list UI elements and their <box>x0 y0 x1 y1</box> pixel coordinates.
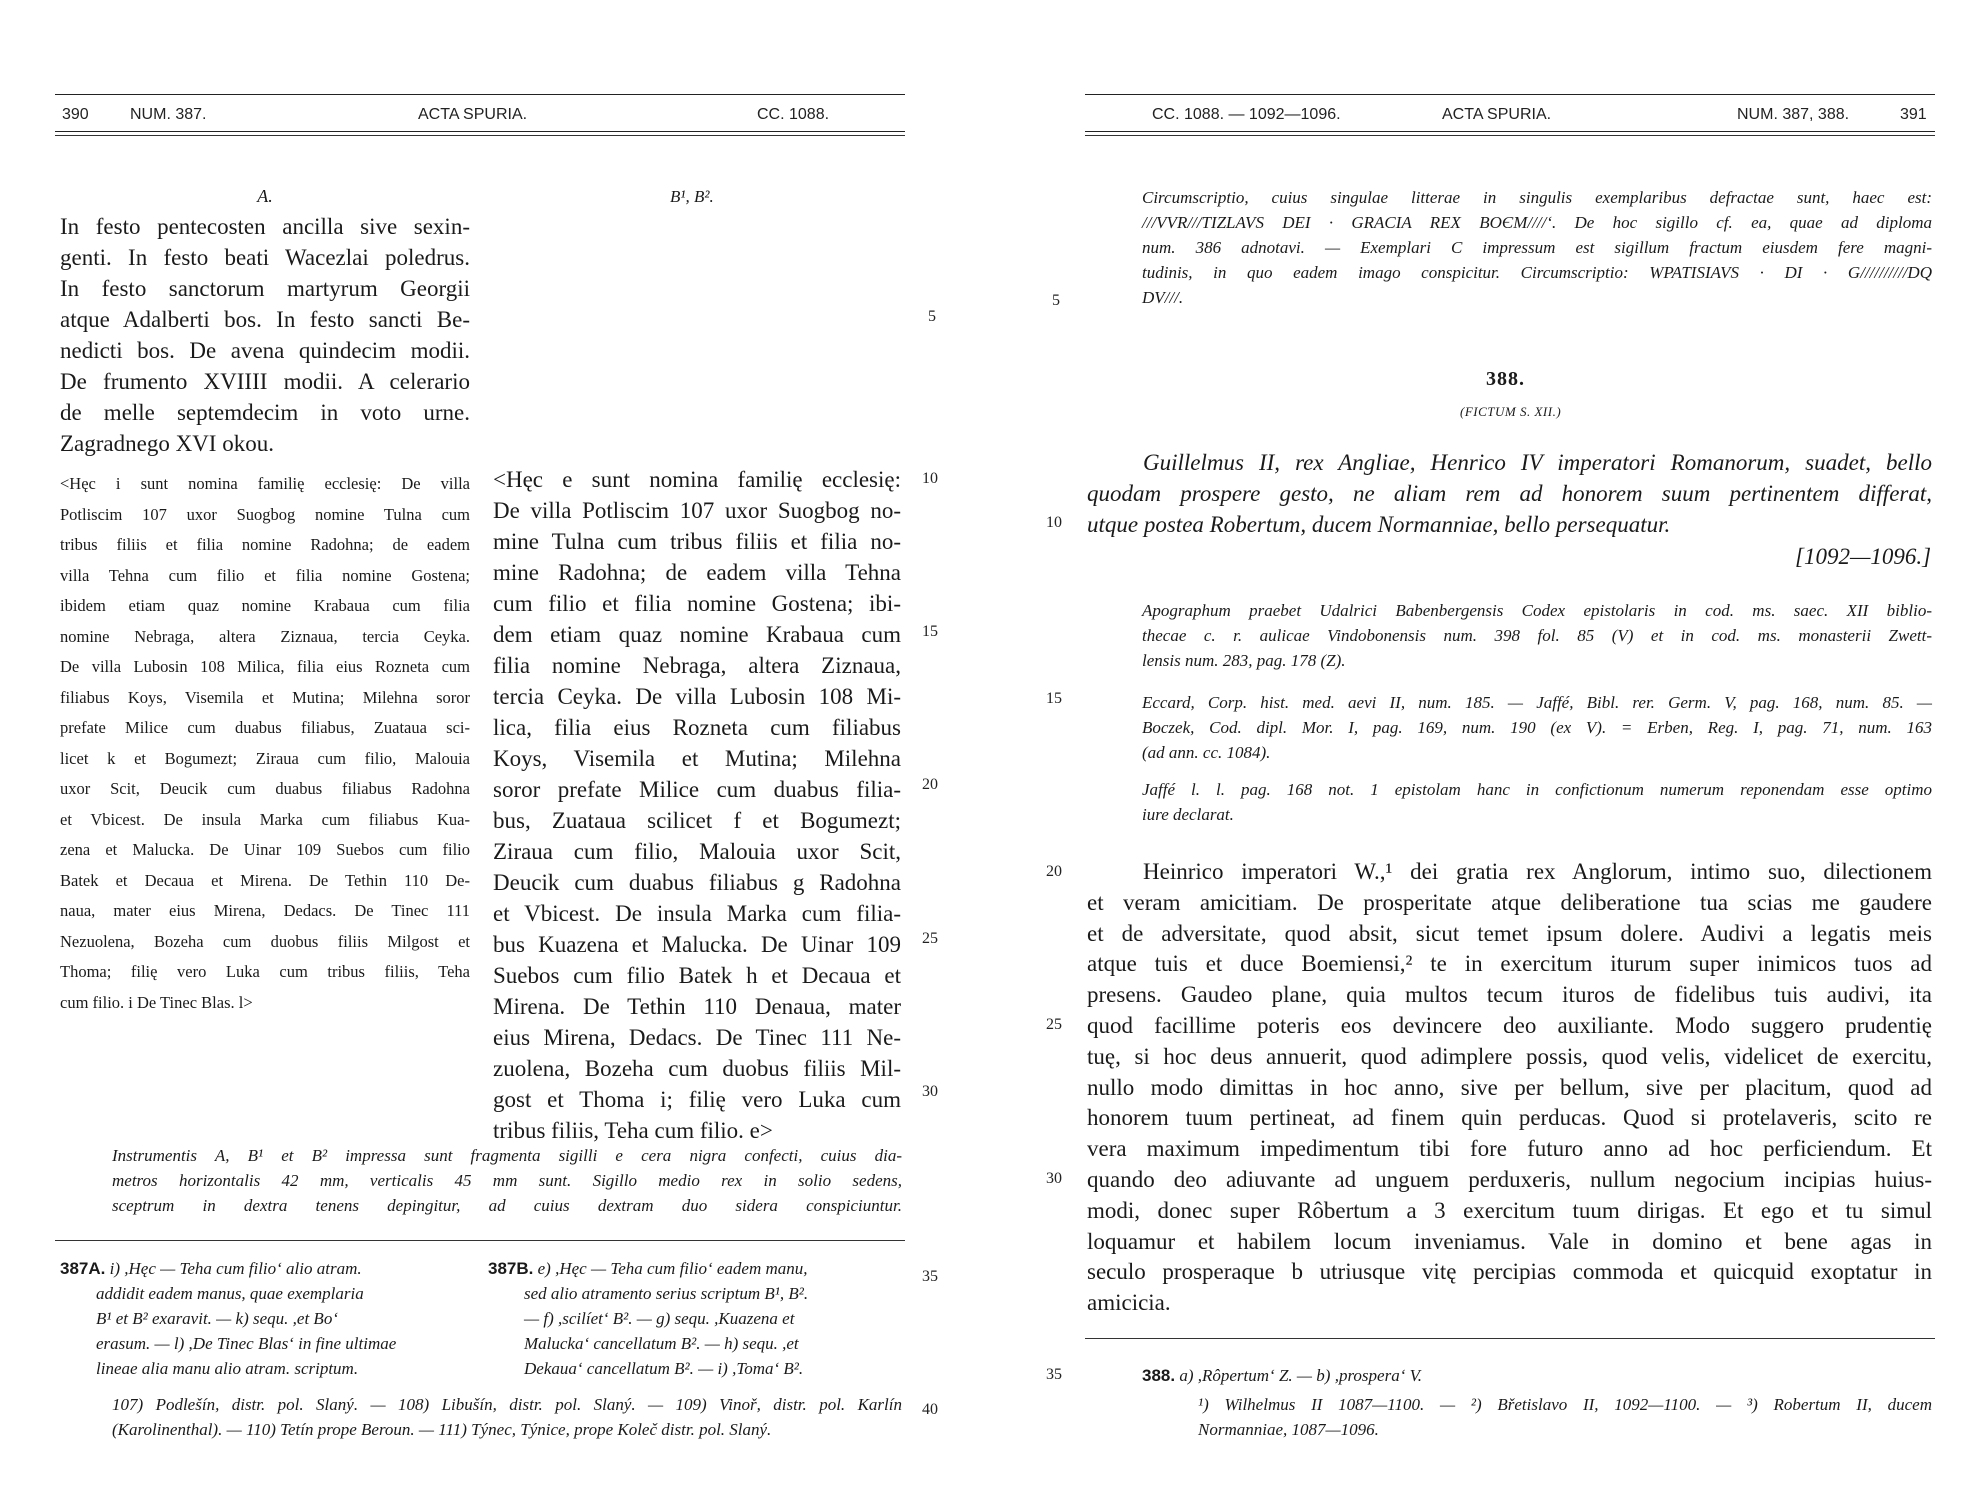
column-b-heading: B¹, B². <box>670 187 714 206</box>
text-line: prefate Milice cum duabus filiabus, Zuataua sci- <box>60 718 470 737</box>
seal-note <box>112 1143 902 1218</box>
footnotes-387a <box>60 1256 470 1381</box>
text-line: In festo pentecosten ancilla sive sexin- <box>60 214 470 239</box>
text-line: atque tuis et duce Boemiensi,² te in exercitum iturum super inimicos tuos ad <box>1087 951 1932 977</box>
text-line: <Hęc i sunt nomina familię ecclesię: De villa <box>60 474 470 493</box>
footnote-line <box>488 1256 902 1281</box>
text-line: ibidem etiam quaz nomine Krabaua cum filia <box>60 596 470 615</box>
column-a-text <box>60 211 470 459</box>
footnote-text: e) ,Hęc — Teha cum filio‘ eadem manu, <box>537 1259 808 1278</box>
right-page-number: 391 <box>1900 106 1927 123</box>
footnotes-388 <box>1142 1363 1932 1442</box>
text-line: vera maximum impedimentum tibi fore futuro anno ad hoc perficiendum. Et <box>1087 1136 1932 1162</box>
text-line: Suebos cum filio Batek h et Decaua et <box>493 963 901 988</box>
text-line: Nezuolena, Bozeha cum duobus filiis Milgost et <box>60 931 470 951</box>
text-line: filiabus Koys, Visemila et Mutina; Milehna soror <box>60 687 470 707</box>
footnote-line: lineae alia manu alio atram. scriptum. <box>96 1359 359 1378</box>
document-number: 388. <box>1486 368 1525 390</box>
text-line: modi, donec super Rôbertum a 3 exercitum tuum dirigas. Et ego et tu simul <box>1087 1197 1932 1223</box>
right-header-title: ACTA SPURIA. <box>1442 106 1552 123</box>
text-line: soror prefate Milice cum duabus filia- <box>493 777 901 802</box>
text-line: Jaffé l. l. pag. 168 not. 1 epistolam hanc in confictionum numerum reponendam esse optimo <box>1142 780 1932 799</box>
text-line: tribus filiis, Teha cum filio. e> <box>493 1118 773 1143</box>
text-line: cum filio et filia nomine Gostena; ibi- <box>493 591 901 616</box>
footnote-line: ¹) Wilhelmus II 1087—1100. — ²) Břetislavo II, 1092—1100. — ³) Robertum II, ducem <box>1198 1395 1932 1414</box>
document-note: (FICTUM S. XII.) <box>1460 404 1562 419</box>
text-line: nedicti bos. De avena quindecim modii. <box>60 338 470 363</box>
text-line: Boczek, Cod. dipl. Mor. I, pag. 169, num. 190 (ex V). = Erben, Reg. I, pag. 71, num. 163 <box>1142 718 1932 737</box>
apparatus-editions <box>1142 690 1932 765</box>
left-page-number: 390 <box>62 106 89 123</box>
text-line: tuę, si hoc deus annuerit, quod adimplere possis, quod velis, videlicet de exercitu, <box>1087 1043 1932 1069</box>
text-line: Heinrico imperatori W.,¹ dei gratia rex Anglorum, intimo suo, dilectionem <box>1143 859 1932 884</box>
text-line: tercia Ceyka. De villa Lubosin 108 Mi- <box>493 684 901 709</box>
line-number: 5 <box>1052 292 1060 309</box>
text-line: cum filio. i De Tinec Blas. l> <box>60 992 253 1012</box>
text-line: villa Tehna cum filio et filia nomine Gostena; <box>60 565 470 585</box>
text-line: et de adversitate, quod absit, sicut temet ipsum dolere. Audivi a legatis meis <box>1087 920 1932 946</box>
footnote-text: i) ,Hęc — Teha cum filio‘ alio atram. <box>109 1259 362 1278</box>
text-line: tribus filiis et filia nomine Radohna; de eadem <box>60 535 470 554</box>
footnotes-places <box>112 1392 902 1442</box>
text-line: Zagradnego XVI okou. <box>60 431 274 456</box>
line-number: 15 <box>1046 690 1062 707</box>
regest <box>1087 447 1932 540</box>
line-number: 25 <box>922 930 938 947</box>
line-number: 15 <box>922 623 938 640</box>
right-header-date: CC. 1088. — 1092—1096. <box>1152 106 1341 123</box>
text-line: thecae c. r. aulicae Vindobonensis num. 398 fol. 85 (V) et in cod. ms. monasterii Zwett- <box>1142 626 1932 645</box>
text-line: In festo sanctorum martyrum Georgii <box>60 276 470 301</box>
footnote-line: addidit eadem manus, quae exemplaria <box>96 1284 364 1303</box>
text-line: ///VVR///TIZLAVS DEI · GRACIA REX BOЄM////‘. De hoc sigillo cf. ea, quae ad diploma <box>1142 213 1932 232</box>
text-line: Instrumentis A, B¹ et B² impressa sunt fragmenta sigilli e cera nigra confecti, cuius dia- <box>112 1146 902 1165</box>
text-line: sceptrum in dextra tenens depingitur, ad cuius dextram duo sidera conspiciuntur. <box>112 1196 902 1215</box>
text-line: Batek et Decaua et Mirena. De Tethin 110 De- <box>60 870 470 890</box>
text-line: iure declarat. <box>1142 805 1234 824</box>
footnote-label: 387B. <box>488 1259 534 1278</box>
line-number: 35 <box>922 1268 938 1285</box>
text-line: mine Tulna cum tribus filiis et filia no- <box>493 529 901 554</box>
date-bracket: [1092—1096.] <box>1795 544 1932 569</box>
text-line: Guillelmus II, rex Angliae, Henrico IV imperatori Romanorum, suadet, bello <box>1143 450 1932 475</box>
text-line: dem etiam quaz nomine Krabaua cum <box>493 622 901 647</box>
text-line: et veram amicitiam. De prosperitate atque deliberatione tua scias me gaudere <box>1087 889 1932 915</box>
apparatus-note <box>1142 777 1932 827</box>
text-line: num. 386 adnotavi. — Exemplari C impressum est sigillum fractum eiusdem fere magni- <box>1142 238 1932 257</box>
text-line: De frumento XVIIII modii. A celerario <box>60 369 470 394</box>
footnote-line: erasum. — l) ,De Tinec Blas‘ in fine ultimae <box>96 1334 397 1353</box>
text-line: loquamur et habilem locum inveniamus. Vale in domino et bene agas in <box>1087 1228 1932 1254</box>
text-line: quod facillime poteris eos devincere deo auxiliante. Modo suggero prudentię <box>1087 1012 1932 1038</box>
text-line: Thoma; filię vero Luka cum tribus filiis, Teha <box>60 962 470 981</box>
text-line: seculo prosperaque b utriusque vitę percipias commoda et quicquid exoptatur in <box>1087 1259 1932 1285</box>
footnote-line <box>60 1256 470 1281</box>
text-line: utque postea Robertum, ducem Normanniae, bello persequatur. <box>1087 512 1671 537</box>
column-a <box>60 183 470 1018</box>
text-line: bus Kuazena et Malucka. De Uinar 109 <box>493 932 901 957</box>
text-line: Circumscriptio, cuius singulae litterae in singulis exemplaribus defractae sunt, haec est: <box>1142 188 1932 207</box>
text-line: quando deo adiuvante ad unguem perduxeris, nullum negocium incipias huius- <box>1087 1166 1932 1192</box>
footnote-line: Dekaua‘ cancellatum B². — i) ,Toma‘ B². <box>524 1359 804 1378</box>
text-line: nomine Nebraga, altera Ziznaua, tercia Ceyka. <box>60 626 470 646</box>
text-line: lica, filia eius Rozneta cum filiabus <box>493 715 901 740</box>
text-line: gost et Thoma i; filię vero Luka cum <box>493 1087 901 1112</box>
left-header-date: CC. 1088. <box>757 106 830 123</box>
apparatus-manuscripts <box>1142 598 1932 673</box>
text-line: nullo modo dimittas in hoc anno, sive per bellum, sive per placitum, quod ad <box>1087 1074 1932 1100</box>
text-line: de melle septemdecim in voto urne. <box>60 400 470 425</box>
line-number: 20 <box>922 776 938 793</box>
footnotes-387b <box>488 1256 902 1381</box>
text-line: et Vbicest. De insula Marka cum filiabus Kua- <box>60 809 470 829</box>
footnote-line: — f) ,scilíet‘ B². — g) sequ. ,Kuazena et <box>524 1309 795 1328</box>
line-number: 35 <box>1046 1366 1062 1383</box>
line-number: 40 <box>922 1401 938 1418</box>
footnote-rule <box>1085 1338 1935 1339</box>
footnote-line: 107) Podlešín, distr. pol. Slaný. — 108) Libušín, distr. pol. Slaný. — 109) Vinoř, distr. pol. Karlín <box>112 1395 902 1414</box>
text-line: Apographum praebet Udalrici Babenbergensis Codex epistolaris in cod. ms. saec. XII biblio- <box>1142 601 1932 620</box>
text-line: zuolena, Bozeha cum duobus filiis Mil- <box>493 1056 901 1081</box>
footnote-variants: a) ,Rôpertum‘ Z. — b) ,prospera‘ V. <box>1179 1366 1423 1385</box>
text-line: Koys, Visemila et Mutina; Milehna <box>493 746 901 771</box>
text-line: zena et Malucka. De Uinar 109 Suebos cum filio <box>60 840 470 859</box>
line-number: 10 <box>1046 514 1062 531</box>
header-top-rule <box>55 94 905 95</box>
right-header-num: NUM. 387, 388. <box>1737 106 1850 123</box>
text-line: (ad ann. cc. 1084). <box>1142 743 1271 762</box>
text-line: Mirena. De Tethin 110 Denaua, mater <box>493 994 901 1019</box>
text-line: tudinis, in quo eadem imago conspicitur. Circumscriptio: WPATISIAVS · DI · G//////////DQ <box>1142 263 1932 282</box>
left-header-num: NUM. 387. <box>130 106 207 123</box>
footnote-line: B¹ et B² exaravit. — k) sequ. ,et Bo‘ <box>96 1309 338 1328</box>
text-line: Eccard, Corp. hist. med. aevi II, num. 185. — Jaffé, Bibl. rer. Germ. V, pag. 168, num. 85. — <box>1142 693 1932 712</box>
text-line: amicicia. <box>1087 1290 1171 1316</box>
text-line: lensis num. 283, pag. 178 (Z). <box>1142 651 1346 670</box>
text-line: De villa Potliscim 107 uxor Suogbog no- <box>493 498 901 523</box>
line-number: 20 <box>1046 863 1062 880</box>
footnote-label: 388. <box>1142 1366 1176 1385</box>
seal-description <box>1142 185 1932 310</box>
footnote-label: 387A. <box>60 1259 106 1278</box>
footnote-line: Normanniae, 1087—1096. <box>1198 1420 1379 1439</box>
text-line: Potliscim 107 uxor Suogbog nomine Tulna cum <box>60 504 470 524</box>
line-number: 30 <box>922 1083 938 1100</box>
text-line: eius Mirena, Dedacs. De Tinec 111 Ne- <box>493 1025 901 1050</box>
footnote-line: sed alio atramento serius scriptum B¹, B². <box>524 1284 809 1303</box>
column-a-small-text <box>60 469 470 1018</box>
text-line: licet k et Bogumezt; Ziraua cum filio, Malouia <box>60 748 470 768</box>
text-line: metros horizontalis 42 mm, verticalis 45 mm sunt. Sigillo medio rex in solio sedens, <box>112 1171 902 1190</box>
text-line: DV///. <box>1142 288 1184 307</box>
header-bottom-rule <box>1085 131 1935 132</box>
header-top-rule <box>1085 94 1935 95</box>
letter-body <box>1087 857 1932 1319</box>
header-bottom-rule-2 <box>1085 135 1935 136</box>
footnote-rule <box>55 1240 905 1241</box>
text-line: honorem tuum pertineat, ad finem quin perducas. Quod si protelaveris, scito re <box>1087 1105 1932 1131</box>
text-line: De villa Lubosin 108 Milica, filia eius Rozneta cum <box>60 657 470 676</box>
header-bottom-rule <box>55 131 905 132</box>
text-line: et Vbicest. De insula Marka cum filia- <box>493 901 901 926</box>
line-number: 5 <box>928 308 936 325</box>
text-line: atque Adalberti bos. In festo sancti Be- <box>60 307 470 332</box>
text-line: naua, mater eius Mirena, Dedacs. De Tinec 111 <box>60 901 470 920</box>
footnote-line <box>1142 1363 1932 1388</box>
header-bottom-rule-2 <box>55 135 905 136</box>
line-number: 30 <box>1046 1170 1062 1187</box>
line-number: 10 <box>922 470 938 487</box>
text-line: Ziraua cum filio, Malouia uxor Scit, <box>493 839 901 864</box>
line-number: 25 <box>1046 1016 1062 1033</box>
text-line: filia nomine Nebraga, altera Ziznaua, <box>493 653 901 678</box>
column-b-text <box>493 464 901 1146</box>
column-a-heading: A. <box>257 186 273 206</box>
left-header-title: ACTA SPURIA. <box>418 106 528 123</box>
text-line: presens. Gaudeo plane, quia multos tecum ituros de fidelibus tuis audivi, ita <box>1087 982 1932 1008</box>
text-line: mine Radohna; de eadem villa Tehna <box>493 560 901 585</box>
text-line: genti. In festo beati Wacezlai poledrus. <box>60 245 470 270</box>
footnote-line: (Karolinenthal). — 110) Tetín prope Beroun. — 111) Týnec, Týnice, prope Koleč distr. pol. Slaný. <box>112 1420 772 1439</box>
text-line: uxor Scit, Deucik cum duabus filiabus Radohna <box>60 779 470 798</box>
text-line: quodam prospere gesto, ne aliam rem ad honorem suum pertinentem differat, <box>1087 481 1932 506</box>
text-line: bus, Zuataua scilicet f et Bogumezt; <box>493 808 901 833</box>
footnote-line: Malucka‘ cancellatum B². — h) sequ. ,et <box>524 1334 799 1353</box>
text-line: Deucik cum duabus filiabus g Radohna <box>493 870 901 895</box>
text-line: <Hęc e sunt nomina familię ecclesię: <box>493 467 901 492</box>
